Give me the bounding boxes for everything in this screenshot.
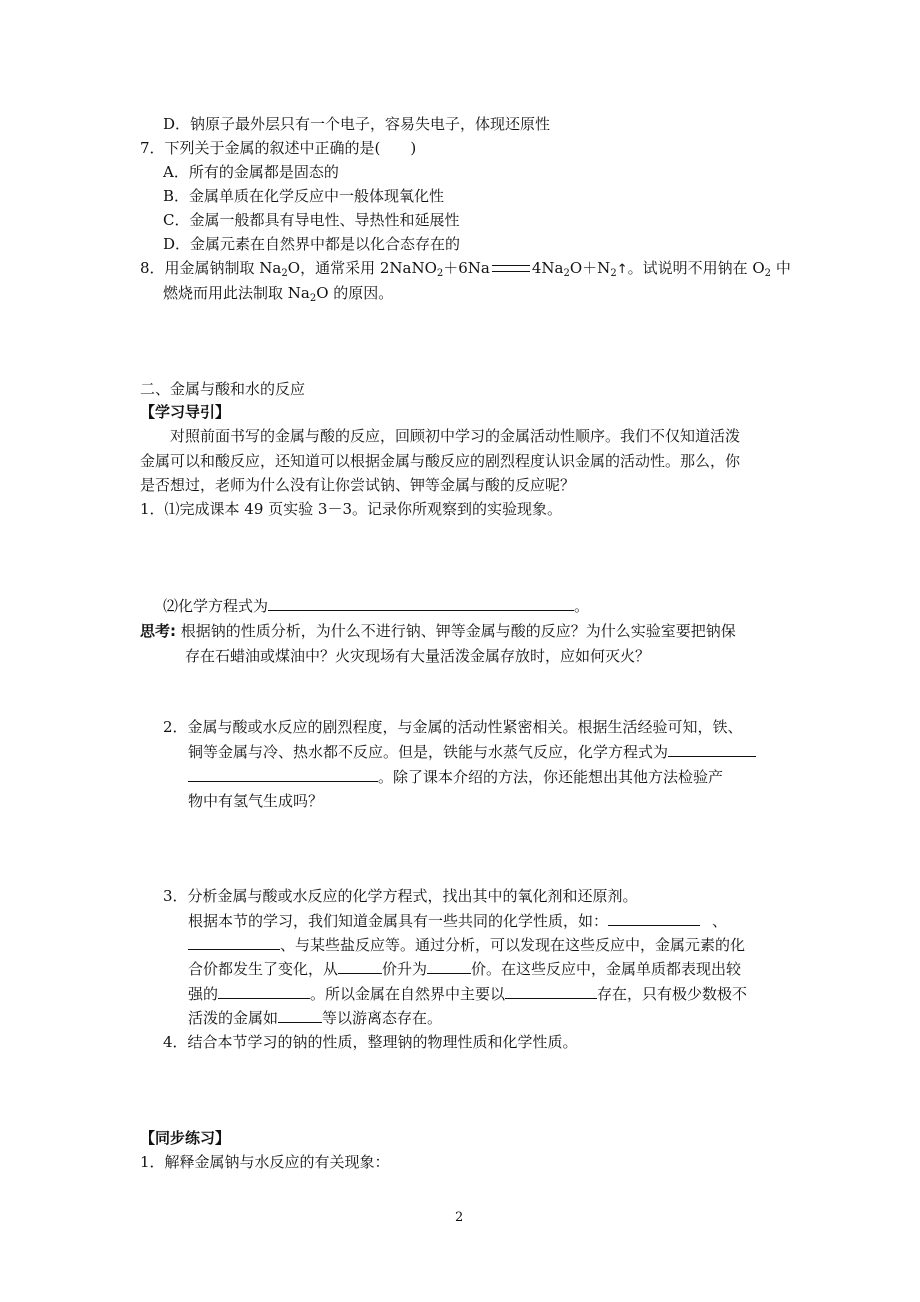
gas-arrow-icon: ↑: [616, 262, 628, 277]
practice-q1: 1．解释金属钠与水反应的有关现象：: [140, 1153, 390, 1171]
section-title: 二、金属与酸和水的反应: [140, 380, 306, 398]
think-line1: 思考: 根据钠的性质分析，为什么不进行钠、钾等金属与酸的反应？为什么实验室要把钠保: [140, 622, 736, 640]
item3-line4: 合价都发生了变化，从 价升为 价。在这些反应中，金属单质都表现出较: [188, 960, 742, 978]
guide-paragraph-line1: 对照前面书写的金属与酸的反应，回顾初中学习的金属活动性顺序。我们不仅知道活泼: [170, 427, 741, 445]
practice-heading: 【同步练习】: [140, 1129, 231, 1147]
item2-line3: 。除了课本介绍的方法，你还能想出其他方法检验产: [188, 766, 723, 788]
item3-line6: 活泼的金属如 等以游离态存在。: [188, 1009, 443, 1027]
valence-to-blank[interactable]: [427, 959, 471, 974]
think-line2: 存在石蜡油或煤油中？火灾现场有大量活泼金属存放时，应如何灭火？: [185, 647, 651, 665]
item3-line5: 强的 。所以金属在自然界中主要以 存在，只有极少数极不: [188, 985, 748, 1003]
item2-line1: 2．金属与酸或水反应的剧烈程度，与金属的活动性紧密相关。根据生活经验可知，铁、: [163, 718, 743, 736]
q8-line2: 燃烧而用此法制取 $Na_2O$ 的原因。: [163, 284, 394, 304]
study-guide-heading: 【学习导引】: [140, 403, 231, 421]
item1-line2: ⑵化学方程式为 。: [163, 597, 590, 615]
inactive-metal-blank[interactable]: [278, 1008, 322, 1023]
page-number: 2: [455, 1210, 464, 1225]
equals-sign-icon: [492, 265, 530, 272]
property-blank-2[interactable]: [188, 935, 280, 950]
guide-paragraph-line3: 是否想过，老师为什么没有让你尝试钠、钾等金属与酸的反应呢？: [140, 476, 576, 494]
equation-blank[interactable]: [268, 596, 574, 611]
item3-line1: 3．分析金属与酸或水反应的化学方程式，找出其中的氧化剂和还原剂。: [163, 887, 638, 905]
item3-line3: 、与某些盐反应等。通过分析，可以发现在这些反应中，金属元素的化: [188, 934, 745, 956]
combined-state-blank[interactable]: [505, 984, 597, 999]
item4-line1: 4．结合本节学习的钠的性质，整理钠的物理性质和化学性质。: [163, 1033, 578, 1051]
q7-option-d: D．金属元素在自然界中都是以化合态存在的: [163, 235, 461, 253]
guide-paragraph-line2: 金属可以和酸反应，还知道可以根据金属与酸反应的剧烈程度认识金属的活动性。那么，你: [140, 452, 741, 470]
item3-line2: 根据本节的学习，我们知道金属具有一些共同的化学性质，如： 、: [188, 912, 728, 930]
q7-option-a: A．所有的金属都是固态的: [163, 163, 339, 181]
item1-line1: 1．⑴完成课本 49 页实验 3－3。记录你所观察到的实验现象。: [140, 500, 563, 518]
reducibility-blank[interactable]: [218, 984, 310, 999]
iron-steam-equation-blank-2[interactable]: [188, 767, 378, 782]
q8-line1: 8．用金属钠制取 $Na_2O$，通常采用 2NaNO$_2$＋6Na $4Na_2O+N_2↑$。试说明不用钠在 $O_2$ 中: [140, 259, 791, 279]
property-blank-1[interactable]: [608, 911, 700, 926]
iron-steam-equation-blank-1[interactable]: [668, 742, 756, 757]
item2-line2: 铜等金属与冷、热水都不反应。但是，铁能与水蒸气反应，化学方程式为: [188, 741, 756, 763]
q7-option-b: B．金属单质在化学反应中一般体现氧化性: [163, 187, 445, 205]
q6-option-d: D．钠原子最外层只有一个电子，容易失电子，体现还原性: [163, 115, 551, 133]
valence-from-blank[interactable]: [338, 959, 382, 974]
q7-option-c: C．金属一般都具有导电性、导热性和延展性: [163, 211, 460, 229]
think-label: 思考:: [140, 622, 176, 640]
item2-line4: 物中有氢气生成吗？: [188, 792, 324, 810]
q7-stem: 7．下列关于金属的叙述中正确的是( ): [140, 139, 417, 157]
